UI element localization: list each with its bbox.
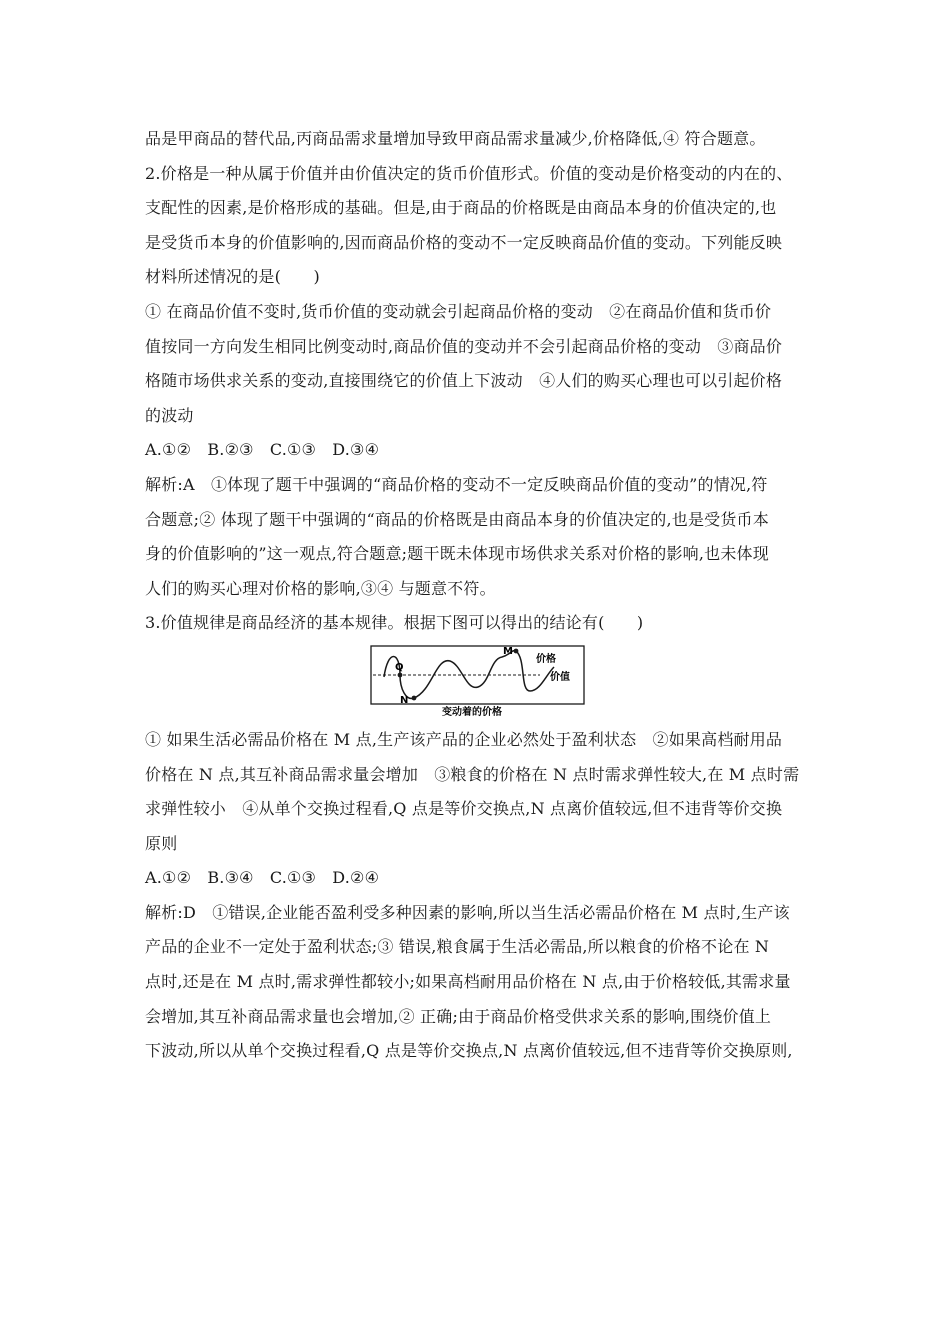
text-line: 的波动 [145,405,194,425]
text-line: 人们的购买心理对价格的影响,③④ 与题意不符。 [145,578,496,598]
price-value-diagram [370,645,585,719]
point-q-label: Q [395,661,404,673]
text-line: 下波动,所以从单个交换过程看,Q 点是等价交换点,N 点离价值较远,但不违背等价交换原则, [145,1041,793,1061]
question-2-statements: ① 在商品价值不变时,货币价值的变动就会引起商品价格的变动 ②在商品价值和货币价 [145,301,772,321]
text-line: 身的价值影响的”这一观点,符合题意;题干既未体现市场供求关系对价格的影响,也未体现 [145,544,769,564]
question-3-statements: ① 如果生活必需品价格在 M 点,生产该产品的企业必然处于盈利状态 ②如果高档耐用品 [145,729,783,749]
question-3-options: A.①② B.③④ C.①③ D.②④ [145,868,380,888]
text-line: 品是甲商品的替代品,丙商品需求量增加导致甲商品需求量减少,价格降低,④ 符合题意。 [145,129,766,148]
figure-area [145,645,810,723]
price-label: 价格 [536,653,556,665]
point-n-label: N [400,694,409,706]
document-page [145,122,810,1069]
text-line: 合题意;② 体现了题干中强调的“商品的价格既是由商品本身的价值决定的,也是受货币本 [145,509,769,529]
point-n-marker [412,696,417,701]
text-block-top [145,122,810,641]
text-line: 值按同一方向发生相同比例变动时,商品价值的变动并不会引起商品价格的变动 ③商品价 [145,336,783,356]
text-line: 产品的企业不一定处于盈利状态;③ 错误,粮食属于生活必需品,所以粮食的价格不论在 N [145,937,770,957]
text-line: 价格在 N 点,其互补商品需求量会增加 ③粮食的价格在 N 点时需求弹性较大,在 M 点时需 [145,764,800,784]
question-3-analysis: 解析:D ①错误,企业能否盈利受多种因素的影响,所以当生活必需品价格在 M 点时,生产该 [145,902,790,922]
question-3-stem: 3.价值规律是商品经济的基本规律。根据下图可以得出的结论有( ) [145,613,644,633]
text-line: 支配性的因素,是价格形成的基础。但是,由于商品的价格既是由商品本身的价值决定的,也 [145,198,777,218]
text-block-bottom [145,723,810,1069]
text-line: 是受货币本身的价值影响的,因而商品价格的变动不一定反映商品价值的变动。下列能反映 [145,232,783,252]
text-line: 点时,还是在 M 点时,需求弹性都较小;如果高档耐用品价格在 N 点,由于价格较低,其需求量 [145,972,791,992]
text-line: 求弹性较小 ④从单个交换过程看,Q 点是等价交换点,N 点离价值较远,但不违背等价交换 [145,799,783,819]
question-2-stem: 2.价格是一种从属于价值并由价值决定的货币价值形式。价值的变动是价格变动的内在的、 [145,163,793,183]
point-m-label: M [503,645,513,657]
text-line: 材料所述情况的是( ) [145,267,320,287]
question-2-analysis: 解析:A ①体现了题干中强调的“商品价格的变动不一定反映商品价值的变动”的情况,符 [145,474,768,494]
figure-caption: 变动着的价格 [442,706,502,718]
text-line: 会增加,其互补商品需求量也会增加,② 正确;由于商品价格受供求关系的影响,围绕价值上 [145,1006,772,1026]
point-m-marker [514,649,519,654]
question-2-options: A.①② B.②③ C.①③ D.③④ [145,440,380,460]
value-label: 价值 [550,671,570,683]
price-value-svg [370,645,585,719]
text-line: 原则 [145,833,178,853]
text-line: 格随市场供求关系的变动,直接围绕它的价值上下波动 ④人们的购买心理也可以引起价格 [145,371,783,391]
point-q-marker [398,673,403,678]
